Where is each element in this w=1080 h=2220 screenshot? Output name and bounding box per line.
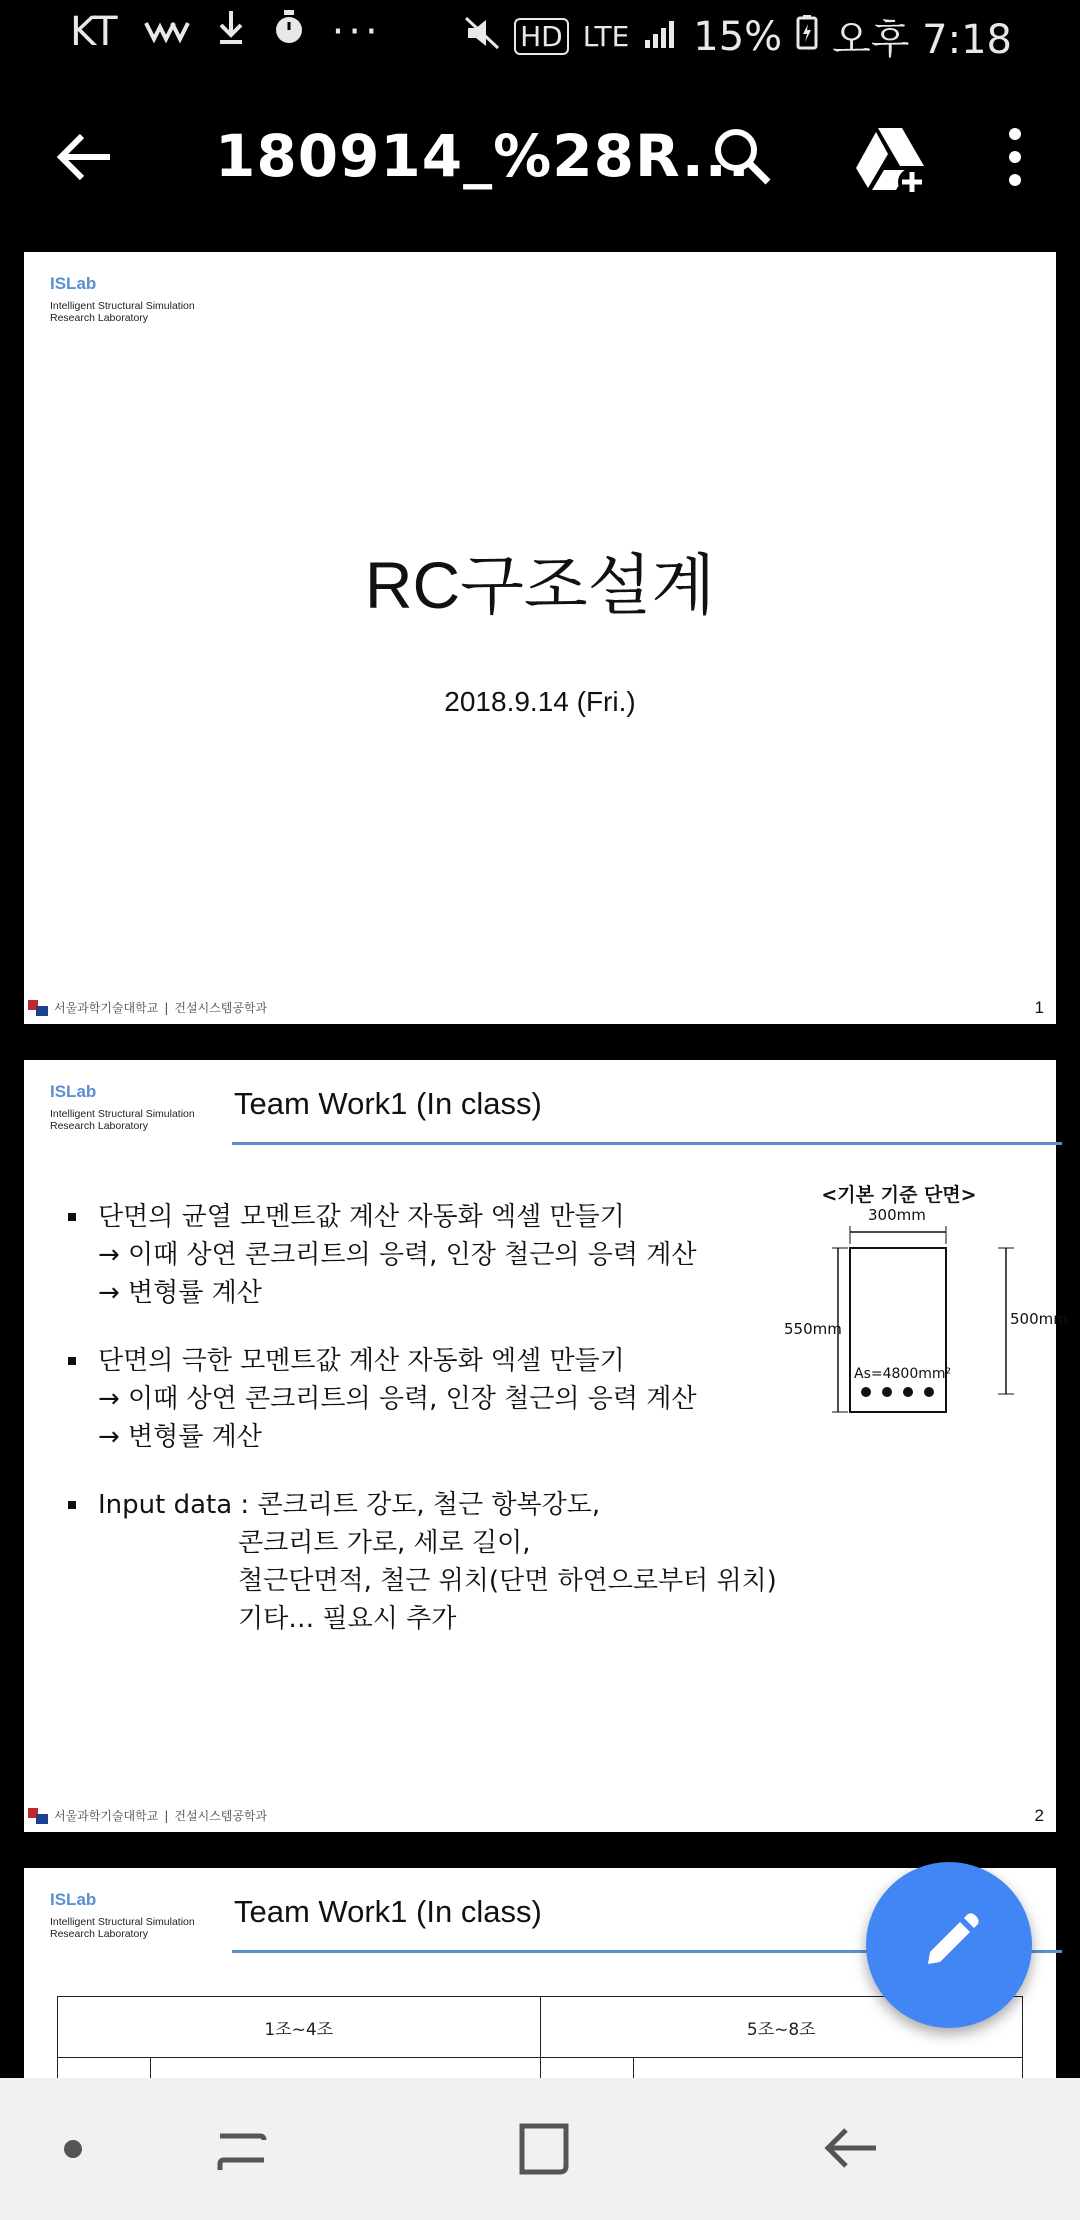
footer-department: 건설시스템공학과 bbox=[174, 1001, 268, 1015]
lab-subtitle-1: Intelligent Structural Simulation bbox=[50, 1916, 195, 1928]
slide-title: Team Work1 (In class) bbox=[234, 1086, 542, 1121]
slide-date: 2018.9.14 (Fri.) bbox=[444, 686, 636, 717]
carrier-label: KT bbox=[70, 9, 118, 55]
diagram-caption: <기본 기준 단면> bbox=[821, 1184, 977, 1206]
bullet-item: 단면의 균열 모멘트값 계산 자동화 엑셀 만들기 → 이때 상연 콘크리트의 응력, 인장 철근의 응력 계산 → 변형률 계산 bbox=[64, 1198, 777, 1312]
search-icon[interactable] bbox=[708, 122, 778, 192]
lab-subtitle-1: Intelligent Structural Simulation bbox=[50, 300, 195, 312]
bullet-item: 단면의 극한 모멘트값 계산 자동화 엑셀 만들기 → 이때 상연 콘크리트의 응력, 인장 철근의 응력 계산 → 변형률 계산 bbox=[64, 1342, 777, 1456]
lab-brand bbox=[50, 1890, 195, 1940]
slide-title: Team Work1 (In class) bbox=[234, 1894, 542, 1929]
lab-subtitle-2: Research Laboratory bbox=[50, 312, 149, 324]
steel-area-label: As=4800mm² bbox=[854, 1366, 952, 1382]
hd-voice-icon: HD bbox=[514, 18, 569, 55]
timer-icon bbox=[272, 8, 306, 56]
page-number: 2 bbox=[1034, 1806, 1044, 1825]
download-icon bbox=[216, 9, 246, 55]
nav-dot-icon[interactable] bbox=[64, 2140, 82, 2158]
battery-percent: 15% bbox=[693, 13, 783, 60]
signal-icon bbox=[643, 14, 679, 60]
university-logo-icon bbox=[28, 1000, 48, 1016]
recent-apps-icon[interactable] bbox=[212, 2118, 272, 2178]
lab-subtitle-1: Intelligent Structural Simulation bbox=[50, 1108, 195, 1120]
slide-2 bbox=[24, 1060, 1068, 1832]
edit-button[interactable] bbox=[866, 1862, 1032, 2028]
university-logo-icon bbox=[28, 1808, 48, 1824]
wave-icon bbox=[144, 9, 190, 55]
back-arrow-icon[interactable] bbox=[50, 122, 120, 192]
depth-label: 500mm bbox=[1010, 1310, 1068, 1328]
more-notifications-icon: ··· bbox=[331, 9, 382, 55]
bullet-item: Input data : 콘크리트 강도, 철근 항복강도, 콘크리트 가로, 세로 길이, 철근단면적, 철근 위치(단면 하연으로부터 위치) 기타… 필요시 추가 bbox=[64, 1486, 777, 1638]
lab-name: ISLab bbox=[50, 274, 97, 293]
network-label: LTE bbox=[582, 20, 630, 53]
slide-footer: 서울과학기술대학교 | 건설시스템공학과 bbox=[28, 999, 267, 1016]
bullet-list bbox=[64, 1198, 777, 1668]
pencil-icon bbox=[914, 1908, 984, 1982]
slide-footer: 서울과학기술대학교 | 건설시스템공학과 bbox=[28, 1807, 267, 1824]
width-label: 300mm bbox=[868, 1206, 926, 1224]
system-navigation-bar bbox=[0, 2078, 1080, 2220]
home-icon[interactable] bbox=[512, 2118, 576, 2178]
slide-title: RC구조설계 bbox=[364, 548, 716, 622]
lab-name: ISLab bbox=[50, 1082, 97, 1101]
lab-brand bbox=[50, 1082, 195, 1132]
title-divider bbox=[232, 1142, 1062, 1145]
clock: 오후 7:18 bbox=[832, 17, 1012, 63]
status-bar bbox=[0, 0, 1080, 72]
slide-1 bbox=[24, 252, 1056, 1024]
lab-name: ISLab bbox=[50, 1890, 97, 1909]
table-header-group-2: 5조~8조 bbox=[540, 1997, 1023, 2058]
document-title: 180914_%28R... bbox=[215, 122, 751, 190]
footer-department: 건설시스템공학과 bbox=[174, 1809, 268, 1823]
lab-subtitle-2: Research Laboratory bbox=[50, 1928, 149, 1940]
app-bar bbox=[0, 86, 1080, 226]
height-label: 550mm bbox=[784, 1320, 842, 1338]
footer-university: 서울과학기술대학교 bbox=[54, 1809, 159, 1823]
section-diagram bbox=[744, 1180, 1068, 1440]
page-number: 1 bbox=[1034, 998, 1044, 1017]
add-to-drive-icon[interactable] bbox=[850, 120, 930, 200]
slide-viewer[interactable] bbox=[0, 228, 1080, 2078]
footer-university: 서울과학기술대학교 bbox=[54, 1001, 159, 1015]
table-header-group-1: 1조~4조 bbox=[58, 1997, 541, 2058]
mute-icon bbox=[464, 14, 500, 60]
lab-brand bbox=[50, 274, 195, 324]
lab-subtitle-2: Research Laboratory bbox=[50, 1120, 149, 1132]
back-icon[interactable] bbox=[820, 2118, 882, 2178]
battery-icon bbox=[796, 14, 818, 60]
more-options-icon[interactable] bbox=[985, 122, 1045, 192]
